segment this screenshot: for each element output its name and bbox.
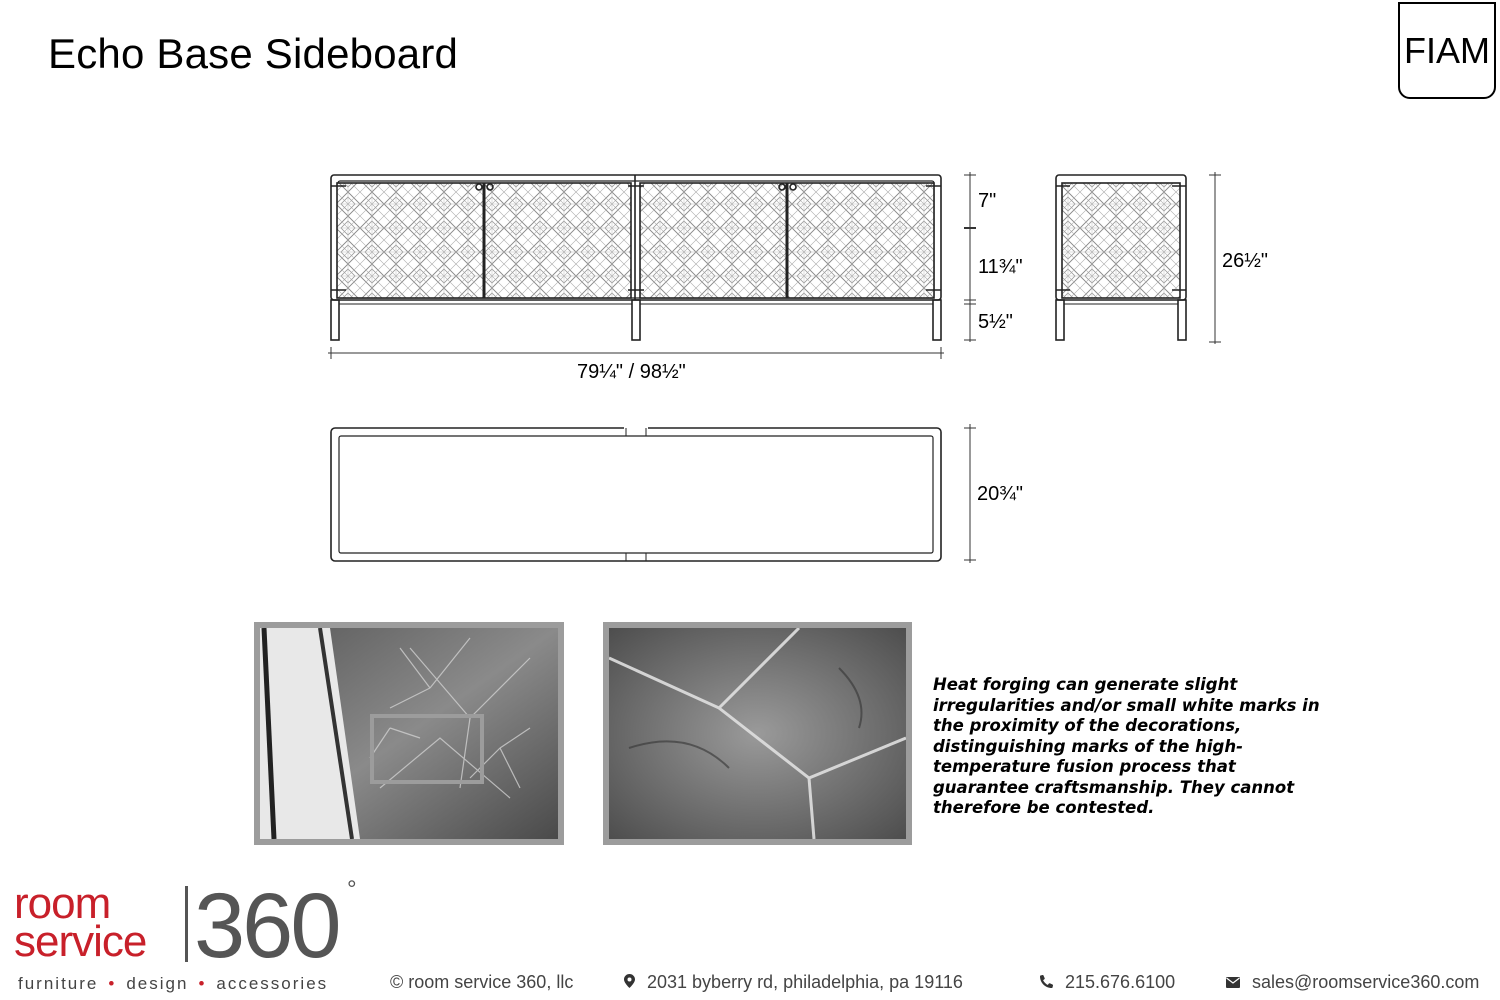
footer-phone <box>1040 972 1175 993</box>
front-elevation <box>331 175 941 340</box>
tagline-furniture: furniture <box>18 974 99 993</box>
tagline-separator: • <box>108 974 117 993</box>
glass-detail-image <box>260 628 558 839</box>
logo-degree: ° <box>347 876 357 903</box>
tagline-separator: • <box>198 974 207 993</box>
phone-icon <box>1040 975 1053 992</box>
footer-copyright: © room service 360, llc <box>390 972 574 992</box>
company-tagline <box>18 974 328 994</box>
footer-email-text[interactable]: sales@roomservice360.com <box>1252 972 1480 992</box>
logo-word-room: room <box>14 879 111 928</box>
dim-top-section: 7" <box>978 190 997 212</box>
logo-divider <box>185 886 188 962</box>
tagline-accessories: accessories <box>216 974 329 993</box>
dim-total-height: 26½" <box>1222 250 1269 272</box>
footer-address <box>624 972 963 993</box>
footer-address-text: 2031 byberry rd, philadelphia, pa 19116 <box>647 972 963 992</box>
dim-door-section: 11¾" <box>978 256 1023 278</box>
top-plan <box>331 428 941 561</box>
glass-closeup-photo <box>603 622 912 845</box>
dim-width: 79¼" / 98½" <box>577 361 686 383</box>
tagline-design: design <box>126 974 189 993</box>
glass-detail-photo <box>254 622 564 845</box>
envelope-icon <box>1226 975 1240 992</box>
footer-phone-text: 215.676.6100 <box>1065 972 1176 992</box>
page-title: Echo Base Sideboard <box>48 30 459 77</box>
side-elevation <box>1056 175 1186 340</box>
map-pin-icon <box>624 974 635 992</box>
heat-forging-note: Heat forging can generate slight irregularities and/or small white marks in the proximity of the decorations, distinguishing marks of the high-temperature fusion process that guarantee craftsmanship. They cannot therefore be contested. <box>933 675 1320 817</box>
footer-email <box>1226 972 1479 993</box>
dim-leg-section: 5½" <box>978 311 1013 333</box>
logo-word-service: service <box>14 917 147 966</box>
logo-number: 360 <box>194 875 339 977</box>
glass-closeup-image <box>609 628 906 839</box>
dim-depth: 20¾" <box>977 483 1024 505</box>
fiam-logo-text: FIAM <box>1404 29 1490 71</box>
